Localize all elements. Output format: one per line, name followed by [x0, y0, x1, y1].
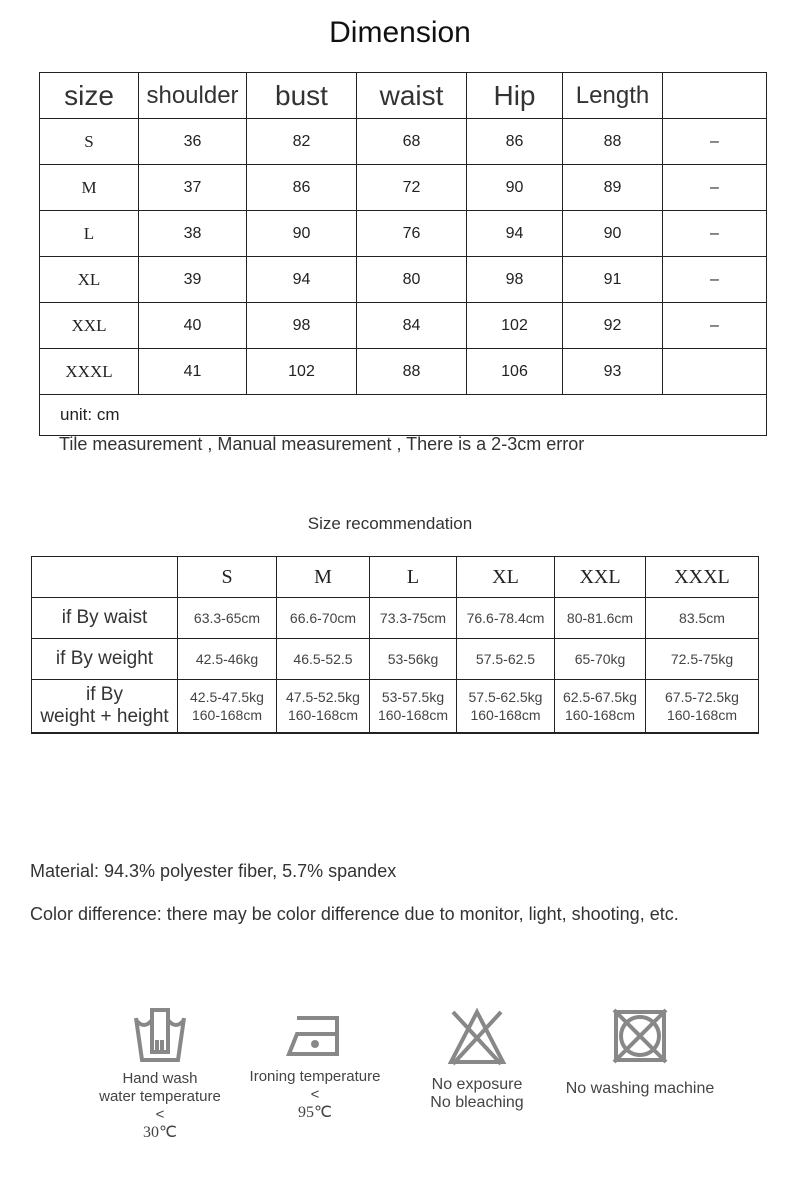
- table-row: [40, 119, 767, 165]
- size-cell: S: [40, 119, 139, 165]
- value-cell: 72.5-75kg: [646, 639, 759, 680]
- value-cell: 68: [357, 119, 467, 165]
- value-cell: 106: [467, 349, 563, 395]
- row-label: [32, 680, 178, 734]
- value-cell: 65-70kg: [555, 639, 646, 680]
- size-header: S: [178, 557, 277, 598]
- hand-wash-icon: [132, 1004, 188, 1064]
- value-cell: 86: [467, 119, 563, 165]
- size-header: XL: [457, 557, 555, 598]
- size-header: M: [277, 557, 370, 598]
- value-cell: 86: [247, 165, 357, 211]
- size-cell: XXXL: [40, 349, 139, 395]
- page-title: Dimension: [329, 16, 471, 49]
- table-row: [40, 257, 767, 303]
- care-temperature: 30℃: [143, 1124, 177, 1141]
- care-temperature: 95℃: [298, 1104, 332, 1121]
- size-cell: XXL: [40, 303, 139, 349]
- size-cell: L: [40, 211, 139, 257]
- value-cell: 102: [467, 303, 563, 349]
- value-cell: [555, 680, 646, 734]
- size-header: XXXL: [646, 557, 759, 598]
- value-cell: –: [663, 257, 767, 303]
- value-cell: 83.5cm: [646, 598, 759, 639]
- header-cell: waist: [357, 73, 467, 119]
- value-cell: 72: [357, 165, 467, 211]
- care-label: water temperature: [99, 1088, 221, 1105]
- height-range: 160-168cm: [377, 707, 449, 723]
- row-label: if By waist: [32, 598, 178, 639]
- material-text: Material: 94.3% polyester fiber, 5.7% spandex: [30, 861, 397, 881]
- value-cell: [457, 680, 555, 734]
- care-label: Ironing temperature: [249, 1068, 381, 1085]
- value-cell: 88: [357, 349, 467, 395]
- value-cell: 80: [357, 257, 467, 303]
- height-range: 160-168cm: [470, 707, 541, 723]
- height-range: 160-168cm: [564, 707, 636, 723]
- size-recommendation-table: [31, 556, 759, 734]
- value-cell: 90: [247, 211, 357, 257]
- care-ironing: [240, 1014, 390, 1122]
- value-cell: 91: [563, 257, 663, 303]
- value-cell: 76.6-78.4cm: [457, 598, 555, 639]
- care-label: <: [310, 1086, 320, 1103]
- value-cell: 46.5-52.5: [277, 639, 370, 680]
- value-cell: 57.5-62.5: [457, 639, 555, 680]
- table-row: [40, 165, 767, 211]
- measurement-note: Tile measurement , Manual measurement , There is a 2-3cm error: [59, 434, 585, 454]
- row-label-line: if By: [86, 684, 123, 705]
- weight-range: 57.5-62.5kg: [468, 689, 543, 705]
- size-cell: M: [40, 165, 139, 211]
- height-range: 160-168cm: [666, 707, 738, 723]
- value-cell: –: [663, 211, 767, 257]
- empty-cell: [32, 557, 178, 598]
- value-cell: 38: [139, 211, 247, 257]
- care-label: Hand wash: [122, 1070, 198, 1087]
- table-row: [40, 303, 767, 349]
- care-label: <: [155, 1106, 165, 1123]
- value-cell: 93: [563, 349, 663, 395]
- care-no-bleach: [412, 1006, 542, 1112]
- value-cell: 40: [139, 303, 247, 349]
- header-cell: Length: [563, 73, 663, 119]
- care-label: No washing machine: [565, 1080, 715, 1097]
- value-cell: 89: [563, 165, 663, 211]
- row-label: if By weight: [32, 639, 178, 680]
- value-cell: 90: [563, 211, 663, 257]
- header-cell: [663, 73, 767, 119]
- recommendation-title: Size recommendation: [307, 514, 473, 533]
- value-cell: [370, 680, 457, 734]
- value-cell: 53-56kg: [370, 639, 457, 680]
- size-header: L: [370, 557, 457, 598]
- value-cell: 63.3-65cm: [178, 598, 277, 639]
- care-label: No bleaching: [430, 1094, 524, 1111]
- value-cell: 98: [247, 303, 357, 349]
- value-cell: 37: [139, 165, 247, 211]
- unit-label: unit: cm: [40, 395, 767, 436]
- row-label-line: weight + height: [40, 706, 169, 727]
- height-range: 160-168cm: [191, 707, 263, 723]
- value-cell: 92: [563, 303, 663, 349]
- height-range: 160-168cm: [287, 707, 359, 723]
- header-cell: Hip: [467, 73, 563, 119]
- weight-range: 42.5-47.5kg: [190, 689, 264, 705]
- color-difference-note: Color difference: there may be color difference due to monitor, light, shooting, etc.: [30, 904, 679, 924]
- value-cell: 73.3-75cm: [370, 598, 457, 639]
- value-cell: 41: [139, 349, 247, 395]
- weight-range: 53-57.5kg: [381, 689, 445, 705]
- value-cell: 66.6-70cm: [277, 598, 370, 639]
- weight-range: 62.5-67.5kg: [563, 689, 637, 705]
- header-cell: size: [40, 73, 139, 119]
- header-cell: bust: [247, 73, 357, 119]
- value-cell: 82: [247, 119, 357, 165]
- table-row: [40, 349, 767, 395]
- iron-icon: [285, 1014, 345, 1058]
- table-row: [40, 211, 767, 257]
- header-cell: shoulder: [139, 73, 247, 119]
- value-cell: 94: [467, 211, 563, 257]
- value-cell: 76: [357, 211, 467, 257]
- care-no-machine: [555, 1008, 725, 1098]
- value-cell: –: [663, 119, 767, 165]
- value-cell: 36: [139, 119, 247, 165]
- size-cell: XL: [40, 257, 139, 303]
- size-header: XXL: [555, 557, 646, 598]
- weight-range: 47.5-52.5kg: [286, 689, 360, 705]
- value-cell: –: [663, 303, 767, 349]
- weight-range: 67.5-72.5kg: [665, 689, 739, 705]
- dimension-table: [39, 72, 767, 436]
- no-bleach-icon: [447, 1006, 507, 1066]
- value-cell: –: [663, 165, 767, 211]
- care-label: No exposure: [431, 1076, 523, 1093]
- value-cell: 39: [139, 257, 247, 303]
- value-cell: 90: [467, 165, 563, 211]
- value-cell: [277, 680, 370, 734]
- value-cell: 102: [247, 349, 357, 395]
- care-hand-wash: [90, 1004, 230, 1142]
- value-cell: 42.5-46kg: [178, 639, 277, 680]
- value-cell: 80-81.6cm: [555, 598, 646, 639]
- no-tumble-dry-icon: [612, 1008, 668, 1064]
- value-cell: [646, 680, 759, 734]
- value-cell: [663, 349, 767, 395]
- value-cell: [178, 680, 277, 734]
- table-header-row: [40, 73, 767, 119]
- value-cell: 98: [467, 257, 563, 303]
- value-cell: 84: [357, 303, 467, 349]
- value-cell: 94: [247, 257, 357, 303]
- value-cell: 88: [563, 119, 663, 165]
